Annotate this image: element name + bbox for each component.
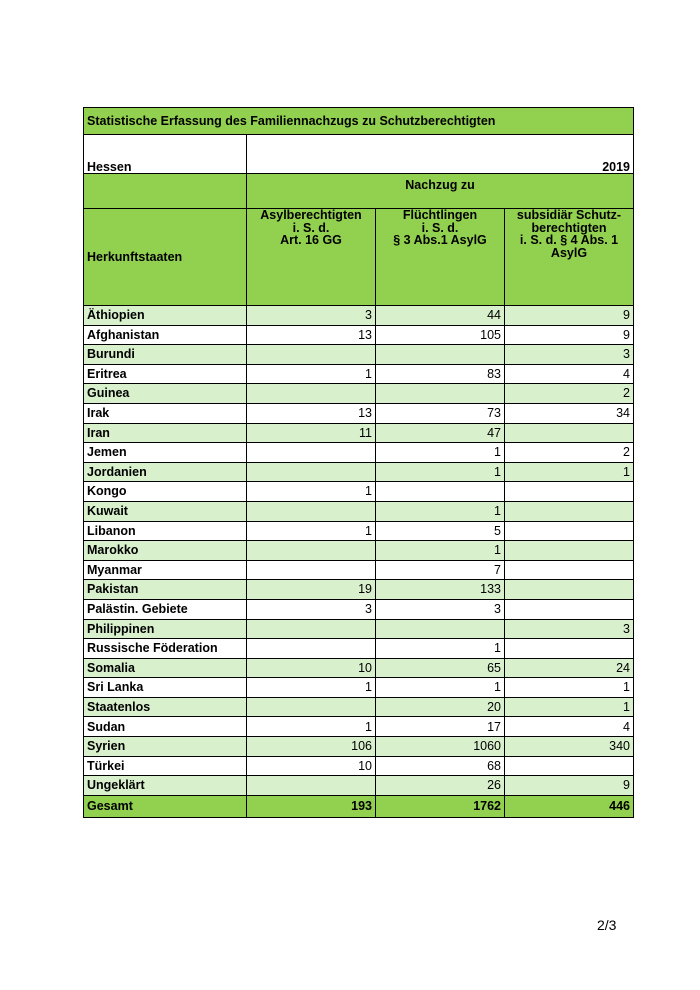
table-row xyxy=(84,639,634,659)
value-cell: 9 xyxy=(505,776,634,796)
column-header-subsidiaer: subsidiär Schutz- berechtigten i. S. d. § 4 Abs. 1 AsylG xyxy=(505,209,634,306)
table-row xyxy=(84,737,634,757)
value-cell xyxy=(505,521,634,541)
value-cell xyxy=(376,345,505,365)
value-cell xyxy=(505,560,634,580)
value-cell: 26 xyxy=(376,776,505,796)
value-cell: 1 xyxy=(247,717,376,737)
value-cell xyxy=(247,345,376,365)
value-cell: 4 xyxy=(505,364,634,384)
country-cell: Staatenlos xyxy=(84,697,247,717)
table-row xyxy=(84,384,634,404)
value-cell: 340 xyxy=(505,737,634,757)
table-row xyxy=(84,658,634,678)
total-value-cell: 1762 xyxy=(376,795,505,817)
table-row xyxy=(84,482,634,502)
value-cell: 10 xyxy=(247,756,376,776)
value-cell xyxy=(505,501,634,521)
country-cell: Kongo xyxy=(84,482,247,502)
value-cell: 3 xyxy=(505,619,634,639)
value-cell: 1 xyxy=(247,678,376,698)
value-cell: 10 xyxy=(247,658,376,678)
country-cell: Guinea xyxy=(84,384,247,404)
value-cell: 1 xyxy=(505,678,634,698)
country-cell: Syrien xyxy=(84,737,247,757)
total-value-cell: 193 xyxy=(247,795,376,817)
table-row xyxy=(84,776,634,796)
value-cell: 9 xyxy=(505,325,634,345)
value-cell: 73 xyxy=(376,403,505,423)
country-cell: Palästin. Gebiete xyxy=(84,599,247,619)
value-cell: 34 xyxy=(505,403,634,423)
value-cell: 1 xyxy=(376,678,505,698)
value-cell xyxy=(247,462,376,482)
title-row xyxy=(84,108,634,135)
table-row xyxy=(84,423,634,443)
group-header-row xyxy=(84,174,634,209)
value-cell xyxy=(505,541,634,561)
value-cell: 17 xyxy=(376,717,505,737)
value-cell xyxy=(505,580,634,600)
country-cell: Sudan xyxy=(84,717,247,737)
value-cell: 11 xyxy=(247,423,376,443)
table-row xyxy=(84,697,634,717)
table-row xyxy=(84,306,634,326)
table-row xyxy=(84,325,634,345)
country-cell: Äthiopien xyxy=(84,306,247,326)
value-cell: 1 xyxy=(247,521,376,541)
value-cell: 47 xyxy=(376,423,505,443)
value-cell: 1 xyxy=(376,501,505,521)
value-cell xyxy=(376,619,505,639)
value-cell: 3 xyxy=(247,599,376,619)
value-cell xyxy=(247,443,376,463)
value-cell xyxy=(247,619,376,639)
value-cell: 7 xyxy=(376,560,505,580)
year-label: 2019 xyxy=(247,135,634,174)
table-row xyxy=(84,678,634,698)
country-cell: Somalia xyxy=(84,658,247,678)
country-cell: Kuwait xyxy=(84,501,247,521)
value-cell xyxy=(247,776,376,796)
country-cell: Iran xyxy=(84,423,247,443)
value-cell: 3 xyxy=(376,599,505,619)
value-cell xyxy=(505,423,634,443)
value-cell: 1 xyxy=(376,462,505,482)
table-row xyxy=(84,364,634,384)
country-cell: Ungeklärt xyxy=(84,776,247,796)
table-row xyxy=(84,501,634,521)
region-label: Hessen xyxy=(84,135,247,174)
value-cell xyxy=(247,501,376,521)
column-header-asyl: Asylberechtigten i. S. d. Art. 16 GG xyxy=(247,209,376,306)
value-cell: 13 xyxy=(247,325,376,345)
value-cell: 1 xyxy=(247,364,376,384)
value-cell xyxy=(247,639,376,659)
country-cell: Afghanistan xyxy=(84,325,247,345)
value-cell: 1 xyxy=(376,639,505,659)
value-cell xyxy=(505,639,634,659)
value-cell: 1 xyxy=(376,541,505,561)
value-cell: 65 xyxy=(376,658,505,678)
table-row xyxy=(84,756,634,776)
table-row xyxy=(84,619,634,639)
value-cell: 1 xyxy=(247,482,376,502)
table-row xyxy=(84,717,634,737)
value-cell: 3 xyxy=(247,306,376,326)
value-cell xyxy=(505,482,634,502)
country-cell: Russische Föderation xyxy=(84,639,247,659)
value-cell xyxy=(505,756,634,776)
table-row xyxy=(84,462,634,482)
country-cell: Irak xyxy=(84,403,247,423)
table-row xyxy=(84,580,634,600)
table-row xyxy=(84,521,634,541)
country-cell: Marokko xyxy=(84,541,247,561)
value-cell: 3 xyxy=(505,345,634,365)
total-label: Gesamt xyxy=(84,795,247,817)
table-title: Statistische Erfassung des Familiennachzugs zu Schutzberechtigten xyxy=(84,108,634,135)
value-cell: 9 xyxy=(505,306,634,326)
family-reunification-table xyxy=(83,107,634,818)
total-value-cell: 446 xyxy=(505,795,634,817)
value-cell: 24 xyxy=(505,658,634,678)
region-row xyxy=(84,135,634,174)
country-cell: Libanon xyxy=(84,521,247,541)
value-cell: 2 xyxy=(505,443,634,463)
page-number: 2/3 xyxy=(597,917,617,933)
total-row xyxy=(84,795,634,817)
row-header: Herkunftstaaten xyxy=(84,209,247,306)
value-cell: 20 xyxy=(376,697,505,717)
group-header: Nachzug zu xyxy=(247,174,634,209)
value-cell: 106 xyxy=(247,737,376,757)
value-cell xyxy=(376,482,505,502)
value-cell: 68 xyxy=(376,756,505,776)
country-cell: Burundi xyxy=(84,345,247,365)
value-cell: 5 xyxy=(376,521,505,541)
value-cell xyxy=(247,541,376,561)
country-cell: Türkei xyxy=(84,756,247,776)
table-row xyxy=(84,541,634,561)
table-row xyxy=(84,599,634,619)
column-header-fluechtlinge: Flüchtlingen i. S. d. § 3 Abs.1 AsylG xyxy=(376,209,505,306)
country-cell: Myanmar xyxy=(84,560,247,580)
table-row xyxy=(84,443,634,463)
value-cell xyxy=(505,599,634,619)
value-cell: 133 xyxy=(376,580,505,600)
value-cell: 19 xyxy=(247,580,376,600)
country-cell: Pakistan xyxy=(84,580,247,600)
value-cell xyxy=(247,697,376,717)
table-row xyxy=(84,345,634,365)
value-cell xyxy=(247,384,376,404)
country-cell: Eritrea xyxy=(84,364,247,384)
value-cell: 2 xyxy=(505,384,634,404)
country-cell: Jemen xyxy=(84,443,247,463)
value-cell: 1 xyxy=(505,697,634,717)
country-cell: Philippinen xyxy=(84,619,247,639)
table-row xyxy=(84,560,634,580)
value-cell: 13 xyxy=(247,403,376,423)
country-cell: Sri Lanka xyxy=(84,678,247,698)
country-cell: Jordanien xyxy=(84,462,247,482)
value-cell xyxy=(376,384,505,404)
column-header-row xyxy=(84,209,634,306)
value-cell: 4 xyxy=(505,717,634,737)
value-cell xyxy=(247,560,376,580)
value-cell: 105 xyxy=(376,325,505,345)
value-cell: 83 xyxy=(376,364,505,384)
group-header-spacer xyxy=(84,174,247,209)
value-cell: 44 xyxy=(376,306,505,326)
value-cell: 1 xyxy=(505,462,634,482)
table-row xyxy=(84,403,634,423)
value-cell: 1060 xyxy=(376,737,505,757)
value-cell: 1 xyxy=(376,443,505,463)
